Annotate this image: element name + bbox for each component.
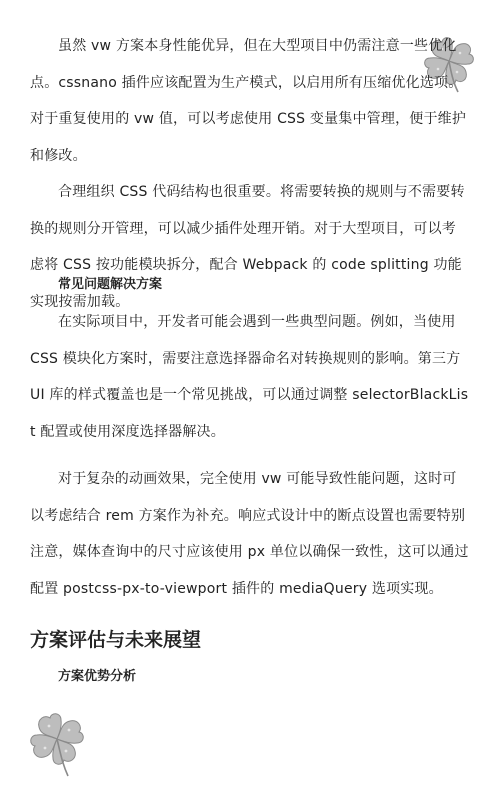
- paragraph-structure: 合理组织 CSS 代码结构也很重要。将需要转换的规则与不需要转换的规则分开管理，可以减少插件处理开销。对于大型项目，可以考虑将 CSS 按功能模块拆分，配合 Webpack 的 code splitting 功能实现按需加载。: [30, 184, 465, 310]
- heading-evaluation: 方案评估与未来展望: [30, 629, 202, 651]
- four-leaf-clover-icon: [26, 708, 88, 778]
- paragraph-common-issues: 在实际项目中，开发者可能会遇到一些典型问题。例如，当使用 CSS 模块化方案时，需要注意选择器命名对转换规则的影响。第三方 UI 库的样式覆盖也是一个常见挑战，可以通过调整 selectorBlackList 配置或使用深度选择器解决。: [30, 314, 469, 440]
- heading-faq: 常见问题解决方案: [58, 277, 163, 292]
- paragraph-performance: 虽然 vw 方案本身性能优异，但在大型项目中仍需注意一些优化点。cssnano 插件应该配置为生产模式，以启用所有压缩优化选项。对于重复使用的 vw 值，可以考虑使用 CSS 变量集中管理，便于维护和修改。: [30, 38, 467, 164]
- paragraph-animation: 对于复杂的动画效果，完全使用 vw 可能导致性能问题，这时可以考虑结合 rem 方案作为补充。响应式设计中的断点设置也需要特别注意，媒体查询中的尺寸应该使用 px 单位以确保一致性，这可以通过配置 postcss-px-to-viewport 插件的 mediaQuery 选项实现。: [30, 471, 469, 597]
- heading-advantages: 方案优势分析: [58, 669, 137, 684]
